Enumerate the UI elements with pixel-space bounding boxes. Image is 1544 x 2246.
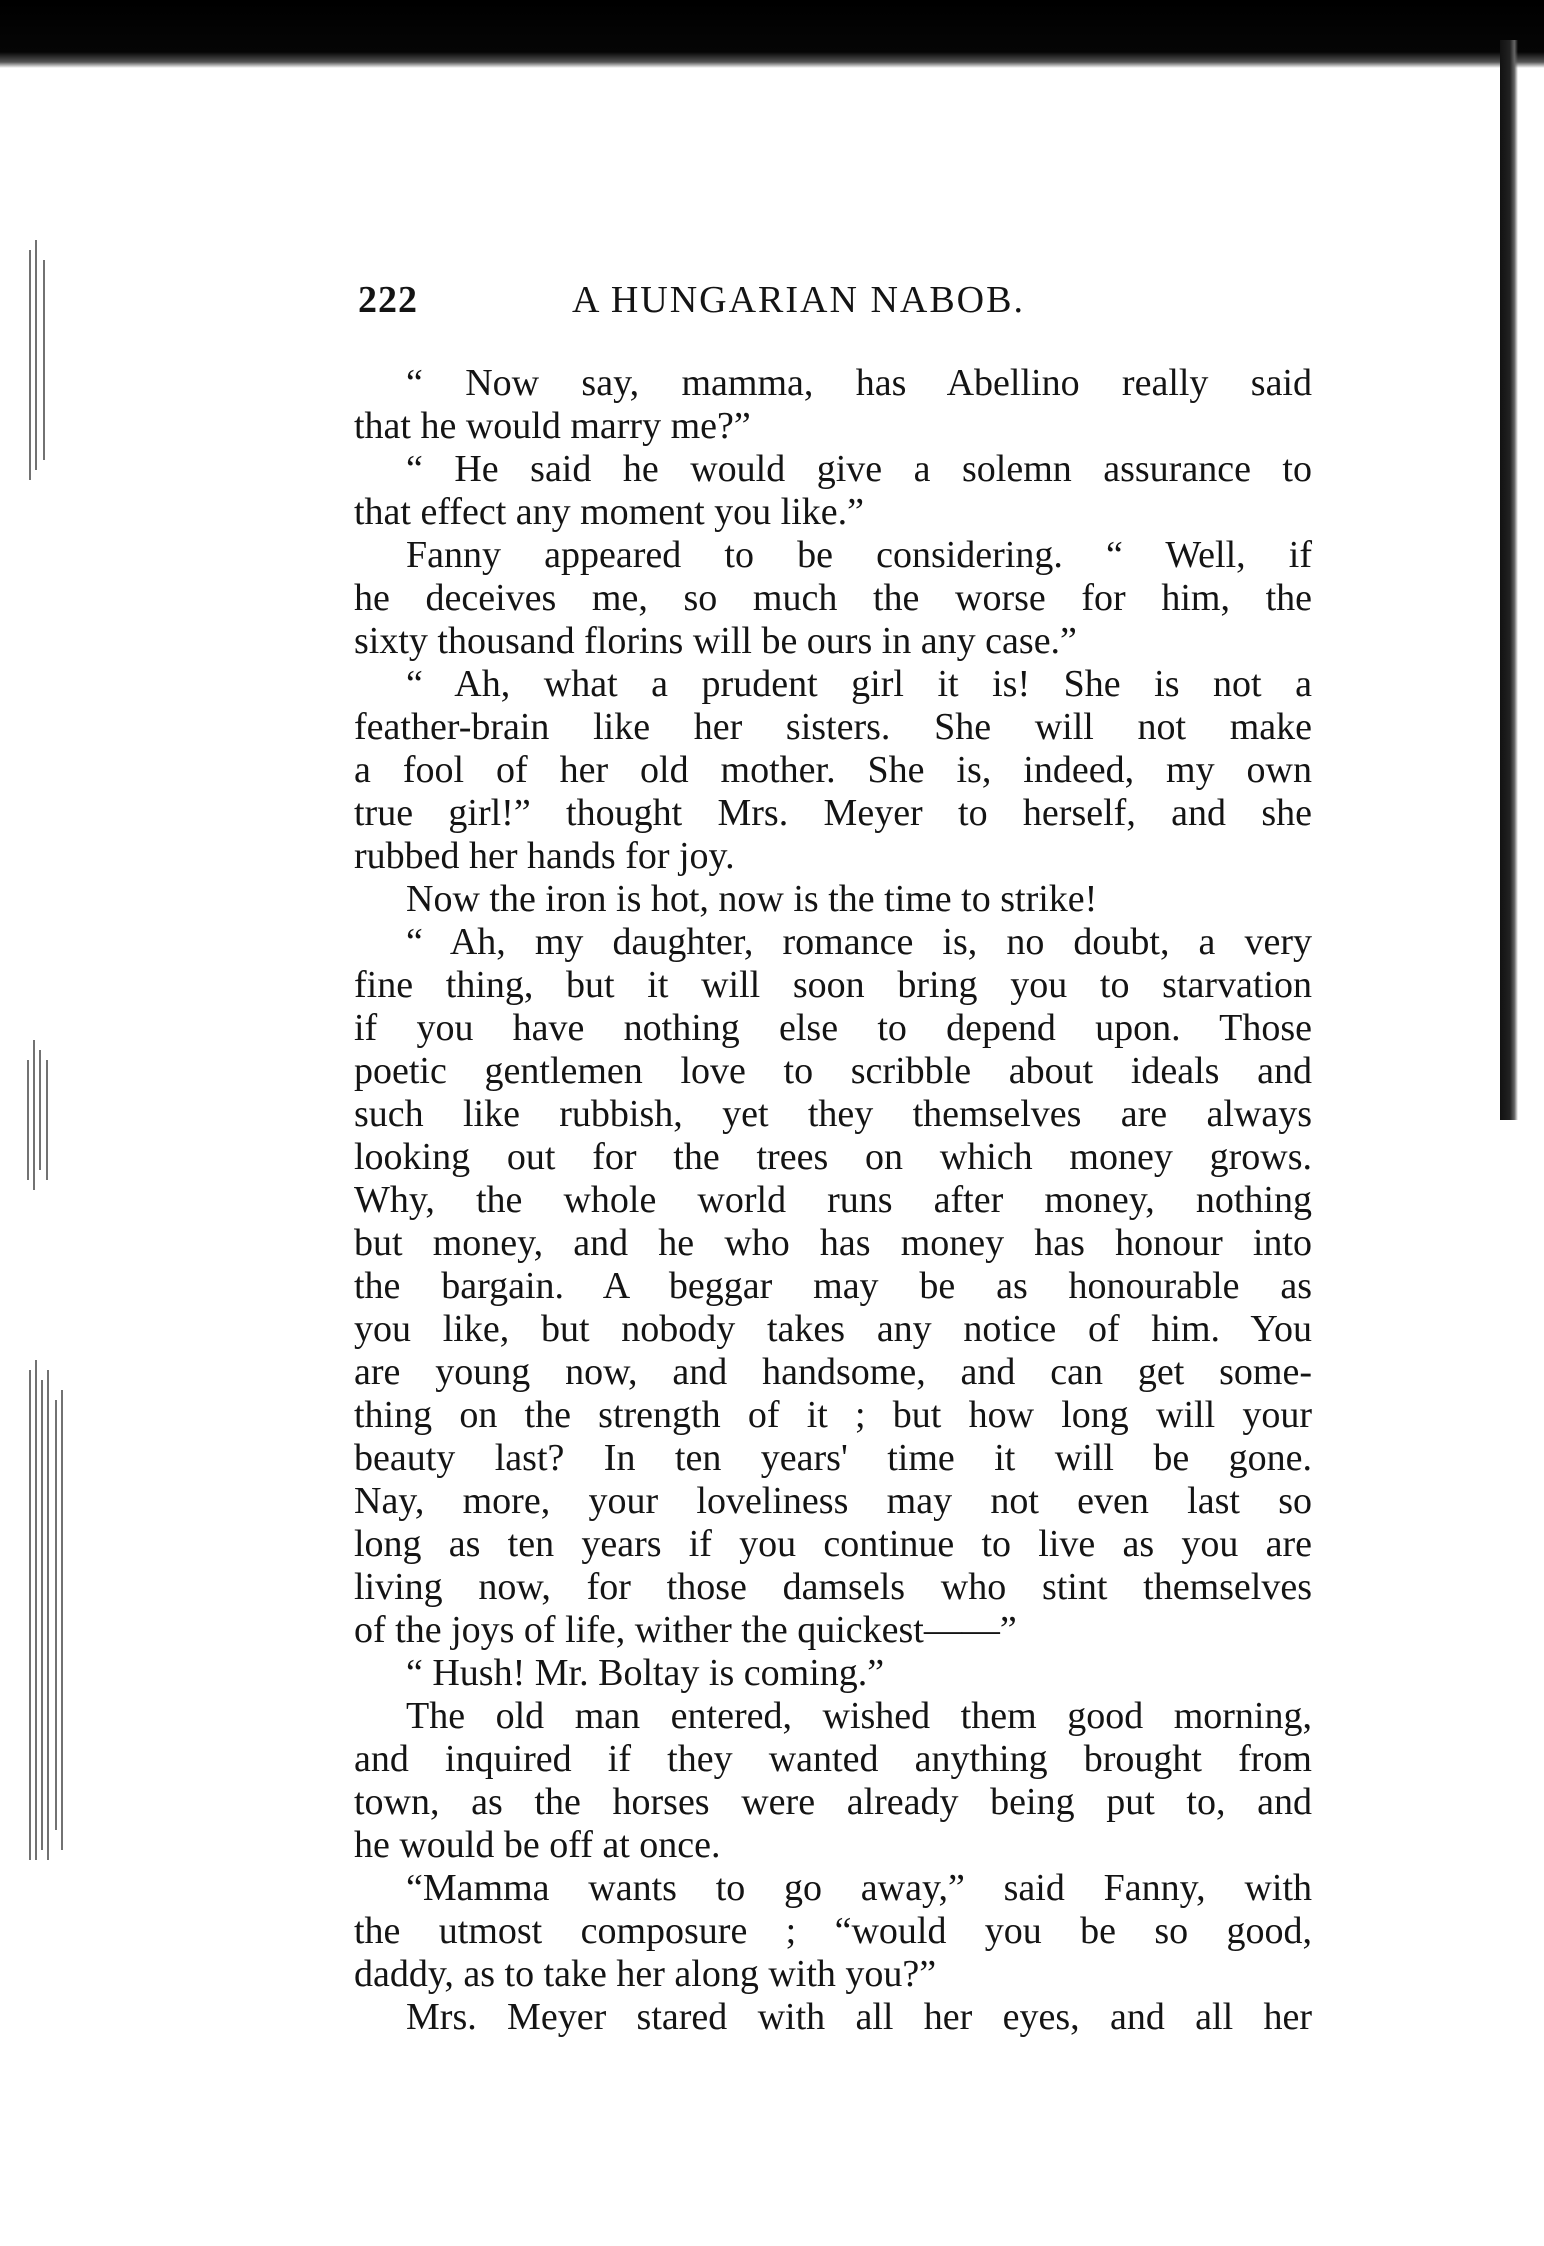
text-line: but money, and he who has money has honour into — [354, 1222, 1312, 1264]
text-line: you like, but nobody takes any notice of him. You — [354, 1308, 1312, 1350]
text-line: true girl!” thought Mrs. Meyer to herself, and she — [354, 792, 1312, 834]
text-line: “Mamma wants to go away,” said Fanny, with — [406, 1867, 1312, 1909]
text-line: fine thing, but it will soon bring you to starvation — [354, 964, 1312, 1006]
text-line: he would be off at once. — [354, 1824, 721, 1866]
text-line: if you have nothing else to depend upon. Those — [354, 1007, 1312, 1049]
text-line: poetic gentlemen love to scribble about ideals and — [354, 1050, 1312, 1092]
scan-right-edge — [1500, 40, 1518, 1120]
text-line: a fool of her old mother. She is, indeed, my own — [354, 749, 1312, 791]
text-line: “ Now say, mamma, has Abellino really said — [406, 362, 1312, 404]
book-title: A HUNGARIAN NABOB. — [572, 279, 1025, 321]
text-line: “ Hush! Mr. Boltay is coming.” — [406, 1652, 885, 1694]
scan-top-edge — [0, 0, 1544, 68]
text-line: that he would marry me?” — [354, 405, 751, 447]
text-line: Why, the whole world runs after money, nothing — [354, 1179, 1312, 1221]
text-line: “ Ah, my daughter, romance is, no doubt, a very — [406, 921, 1312, 963]
text-line: The old man entered, wished them good morning, — [406, 1695, 1312, 1737]
text-line: Now the iron is hot, now is the time to strike! — [406, 878, 1098, 920]
text-line: are young now, and handsome, and can get some- — [354, 1351, 1312, 1393]
text-line: town, as the horses were already being put to, and — [354, 1781, 1312, 1823]
text-line: living now, for those damsels who stint themselves — [354, 1566, 1312, 1608]
text-line: beauty last? In ten years' time it will be gone. — [354, 1437, 1312, 1479]
text-line: Mrs. Meyer stared with all her eyes, and all her — [406, 1996, 1312, 2038]
text-line: such like rubbish, yet they themselves are always — [354, 1093, 1312, 1135]
book-page — [354, 270, 1312, 2050]
text-line: “ Ah, what a prudent girl it is! She is not a — [406, 663, 1312, 705]
text-line: long as ten years if you continue to live as you are — [354, 1523, 1312, 1565]
text-line: thing on the strength of it ; but how long will your — [354, 1394, 1312, 1436]
text-line: “ He said he would give a solemn assurance to — [406, 448, 1312, 490]
text-line: Nay, more, your loveliness may not even last so — [354, 1480, 1312, 1522]
binding-marks — [0, 0, 90, 2246]
text-line: the bargain. A beggar may be as honourable as — [354, 1265, 1312, 1307]
text-line: and inquired if they wanted anything brought from — [354, 1738, 1312, 1780]
text-body — [354, 362, 1312, 2039]
text-line: looking out for the trees on which money grows. — [354, 1136, 1312, 1178]
text-line: feather-brain like her sisters. She will not make — [354, 706, 1312, 748]
text-line: sixty thousand florins will be ours in any case.” — [354, 620, 1077, 662]
text-line: that effect any moment you like.” — [354, 491, 865, 533]
text-line: daddy, as to take her along with you?” — [354, 1953, 937, 1995]
text-line: of the joys of life, wither the quickest——” — [354, 1609, 1017, 1651]
page-number: 222 — [358, 279, 418, 321]
text-line: Fanny appeared to be considering. “ Well, if — [406, 534, 1312, 576]
text-line: the utmost composure ; “would you be so good, — [354, 1910, 1312, 1952]
text-line: he deceives me, so much the worse for him, the — [354, 577, 1312, 619]
running-head — [354, 270, 1312, 330]
text-line: rubbed her hands for joy. — [354, 835, 735, 877]
